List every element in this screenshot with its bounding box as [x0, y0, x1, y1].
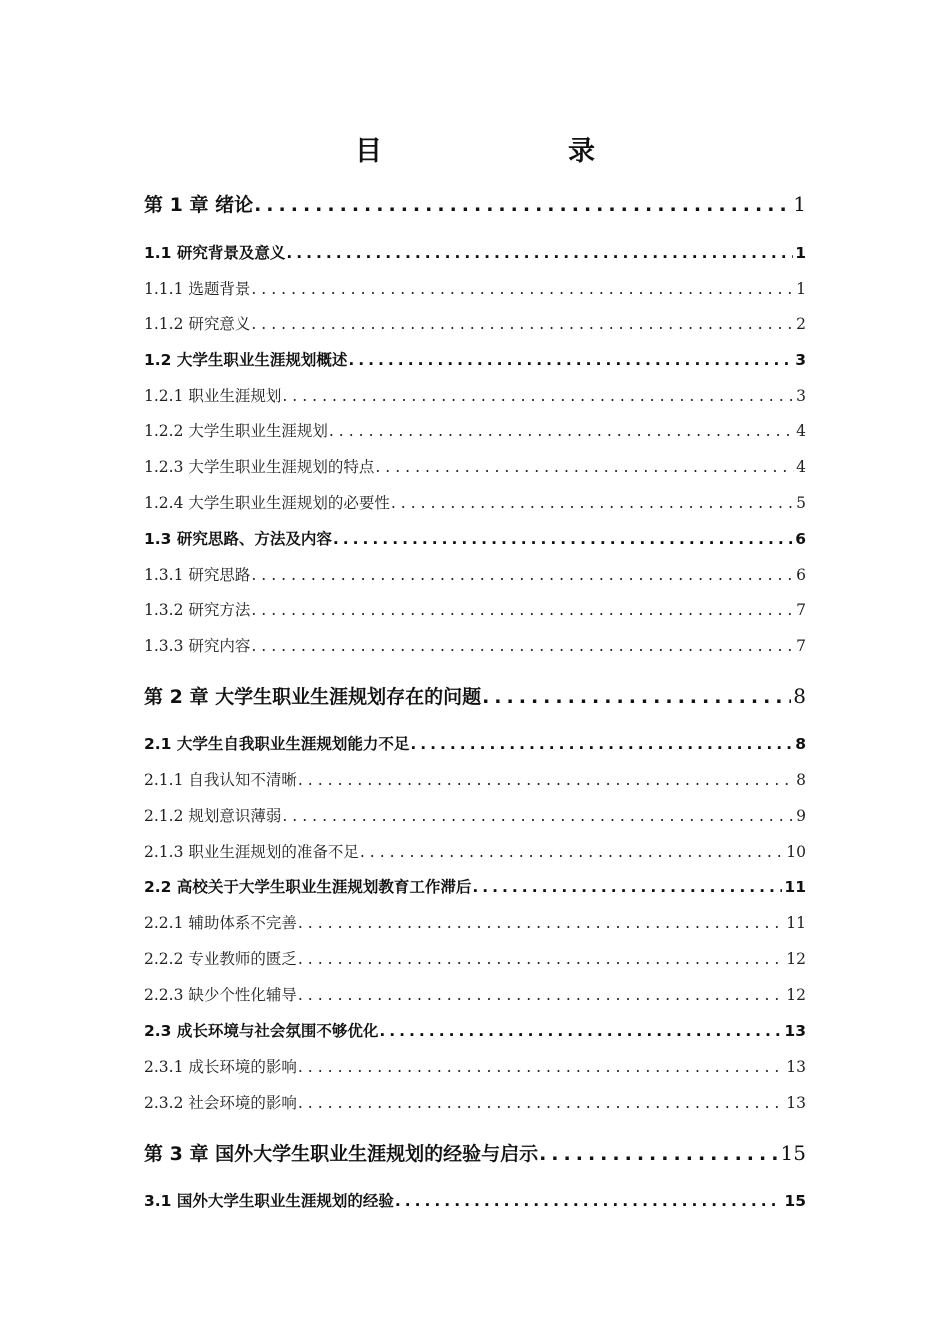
toc-page-number: 11 [784, 878, 806, 896]
toc-page-number: 7 [796, 637, 806, 655]
toc-subsection-entry[interactable] [144, 597, 806, 623]
toc-page-number: 1 [793, 192, 806, 216]
toc-entry-label: 2.3 成长环境与社会氛围不够优化 [144, 1022, 379, 1040]
dot-leader [251, 562, 794, 588]
toc-subsection-entry[interactable] [144, 490, 806, 516]
toc-section-entry[interactable] [144, 731, 806, 757]
dot-leader [329, 418, 794, 444]
dot-leader [395, 1188, 783, 1214]
toc-subsection-entry[interactable] [144, 803, 806, 829]
toc-subsection-entry[interactable] [144, 418, 806, 444]
toc-subsection-entry[interactable] [144, 982, 806, 1008]
toc-page-number: 9 [796, 807, 806, 825]
dot-leader [298, 946, 784, 972]
toc-page-number: 4 [796, 422, 806, 440]
toc-entry-label: 2.2 高校关于大学生职业生涯规划教育工作滞后 [144, 878, 472, 896]
toc-page-number: 11 [786, 914, 806, 932]
dot-leader [298, 1054, 784, 1080]
toc-entry-label: 1.3 研究思路、方法及内容 [144, 530, 332, 548]
toc-page-number: 10 [786, 843, 806, 861]
dot-leader [298, 982, 784, 1008]
toc-entry-label: 2.3.1 成长环境的影响 [144, 1058, 297, 1076]
toc-entry-label: 1.2.3 大学生职业生涯规划的特点 [144, 458, 375, 476]
toc-entry-label: 1.1.2 研究意义 [144, 315, 251, 333]
dot-leader [298, 1090, 784, 1116]
dot-leader [375, 454, 794, 480]
toc-entry-label: 1.1.1 选题背景 [144, 280, 251, 298]
dot-leader [286, 240, 793, 266]
toc-entry-label: 2.3.2 社会环境的影响 [144, 1094, 297, 1112]
dot-leader [472, 874, 782, 900]
toc-page-number: 6 [795, 530, 806, 548]
toc-section-entry[interactable] [144, 347, 806, 373]
toc-page-number: 1 [796, 280, 806, 298]
dot-leader [333, 526, 793, 552]
toc-page-number: 7 [796, 601, 806, 619]
toc-page-number: 4 [796, 458, 806, 476]
toc-subsection-entry[interactable] [144, 311, 806, 337]
toc-entry-label: 3.1 国外大学生职业生涯规划的经验 [144, 1192, 394, 1210]
toc-subsection-entry[interactable] [144, 910, 806, 936]
toc-section-entry[interactable] [144, 1188, 806, 1214]
toc-entry-label: 1.2 大学生职业生涯规划概述 [144, 351, 348, 369]
toc-page-number: 12 [786, 950, 806, 968]
toc-entry-label: 1.3.1 研究思路 [144, 566, 251, 584]
toc-entry-label: 1.1 研究背景及意义 [144, 244, 286, 262]
toc-page-number: 8 [796, 771, 806, 789]
toc-page-number: 8 [795, 735, 806, 753]
toc-page-number: 13 [786, 1094, 806, 1112]
toc-page-number: 8 [793, 684, 806, 708]
toc-section-entry[interactable] [144, 526, 806, 552]
toc-entry-label: 2.1.1 自我认知不清晰 [144, 771, 297, 789]
toc-page-number: 12 [786, 986, 806, 1004]
dot-leader [254, 189, 791, 221]
toc-page-number: 3 [795, 351, 806, 369]
toc-entry-label: 1.3.3 研究内容 [144, 637, 251, 655]
toc-subsection-entry[interactable] [144, 767, 806, 793]
dot-leader [251, 311, 794, 337]
dot-leader [348, 347, 793, 373]
toc-page-number: 2 [796, 315, 806, 333]
toc-subsection-entry[interactable] [144, 562, 806, 588]
toc-entry-label: 1.2.1 职业生涯规划 [144, 387, 282, 405]
dot-leader [282, 803, 794, 829]
toc-page-number: 15 [784, 1192, 806, 1210]
toc-entry-label: 1.2.4 大学生职业生涯规划的必要性 [144, 494, 390, 512]
toc-entry-label: 2.1.2 规划意识薄弱 [144, 807, 282, 825]
dot-leader [251, 276, 794, 302]
dot-leader [482, 681, 791, 713]
toc-section-entry[interactable] [144, 1018, 806, 1044]
toc-entry-label: 2.1 大学生自我职业生涯规划能力不足 [144, 735, 410, 753]
toc-subsection-entry[interactable] [144, 454, 806, 480]
toc-entry-label: 第 2 章 大学生职业生涯规划存在的问题 [144, 686, 482, 708]
dot-leader [410, 731, 793, 757]
toc-entry-label: 2.2.2 专业教师的匮乏 [144, 950, 297, 968]
toc-page-number: 5 [796, 494, 806, 512]
toc-page-number: 13 [786, 1058, 806, 1076]
toc-subsection-entry[interactable] [144, 383, 806, 409]
toc-section-entry[interactable] [144, 240, 806, 266]
toc-subsection-entry[interactable] [144, 633, 806, 659]
toc-page-number: 13 [784, 1022, 806, 1040]
toc-entry-label: 2.1.3 职业生涯规划的准备不足 [144, 843, 359, 861]
dot-leader [251, 633, 794, 659]
toc-entry-label: 第 1 章 绪论 [144, 194, 254, 216]
toc-page-number: 3 [796, 387, 806, 405]
page-title: 目 录 [355, 136, 639, 167]
toc-subsection-entry[interactable] [144, 1090, 806, 1116]
toc-page-number: 15 [780, 1141, 806, 1165]
dot-leader [282, 383, 794, 409]
toc-subsection-entry[interactable] [144, 1054, 806, 1080]
dot-leader [391, 490, 794, 516]
toc-chapter-entry[interactable] [144, 188, 806, 220]
toc-chapter-entry[interactable] [144, 1137, 806, 1169]
toc-entry-label: 2.2.1 辅助体系不完善 [144, 914, 297, 932]
toc-entry-label: 1.3.2 研究方法 [144, 601, 251, 619]
toc-subsection-entry[interactable] [144, 276, 806, 302]
dot-leader [298, 767, 794, 793]
toc-subsection-entry[interactable] [144, 839, 806, 865]
dot-leader [379, 1018, 782, 1044]
toc-section-entry[interactable] [144, 874, 806, 900]
toc-entry-label: 2.2.3 缺少个性化辅导 [144, 986, 297, 1004]
dot-leader [251, 597, 794, 623]
toc-subsection-entry[interactable] [144, 946, 806, 972]
toc-chapter-entry[interactable] [144, 680, 806, 712]
toc-page-number: 6 [796, 566, 806, 584]
toc-page-number: 1 [795, 244, 806, 262]
toc-entry-label: 第 3 章 国外大学生职业生涯规划的经验与启示 [144, 1143, 539, 1165]
dot-leader [298, 910, 784, 936]
dot-leader [360, 839, 784, 865]
dot-leader [539, 1138, 778, 1170]
toc-entry-label: 1.2.2 大学生职业生涯规划 [144, 422, 328, 440]
